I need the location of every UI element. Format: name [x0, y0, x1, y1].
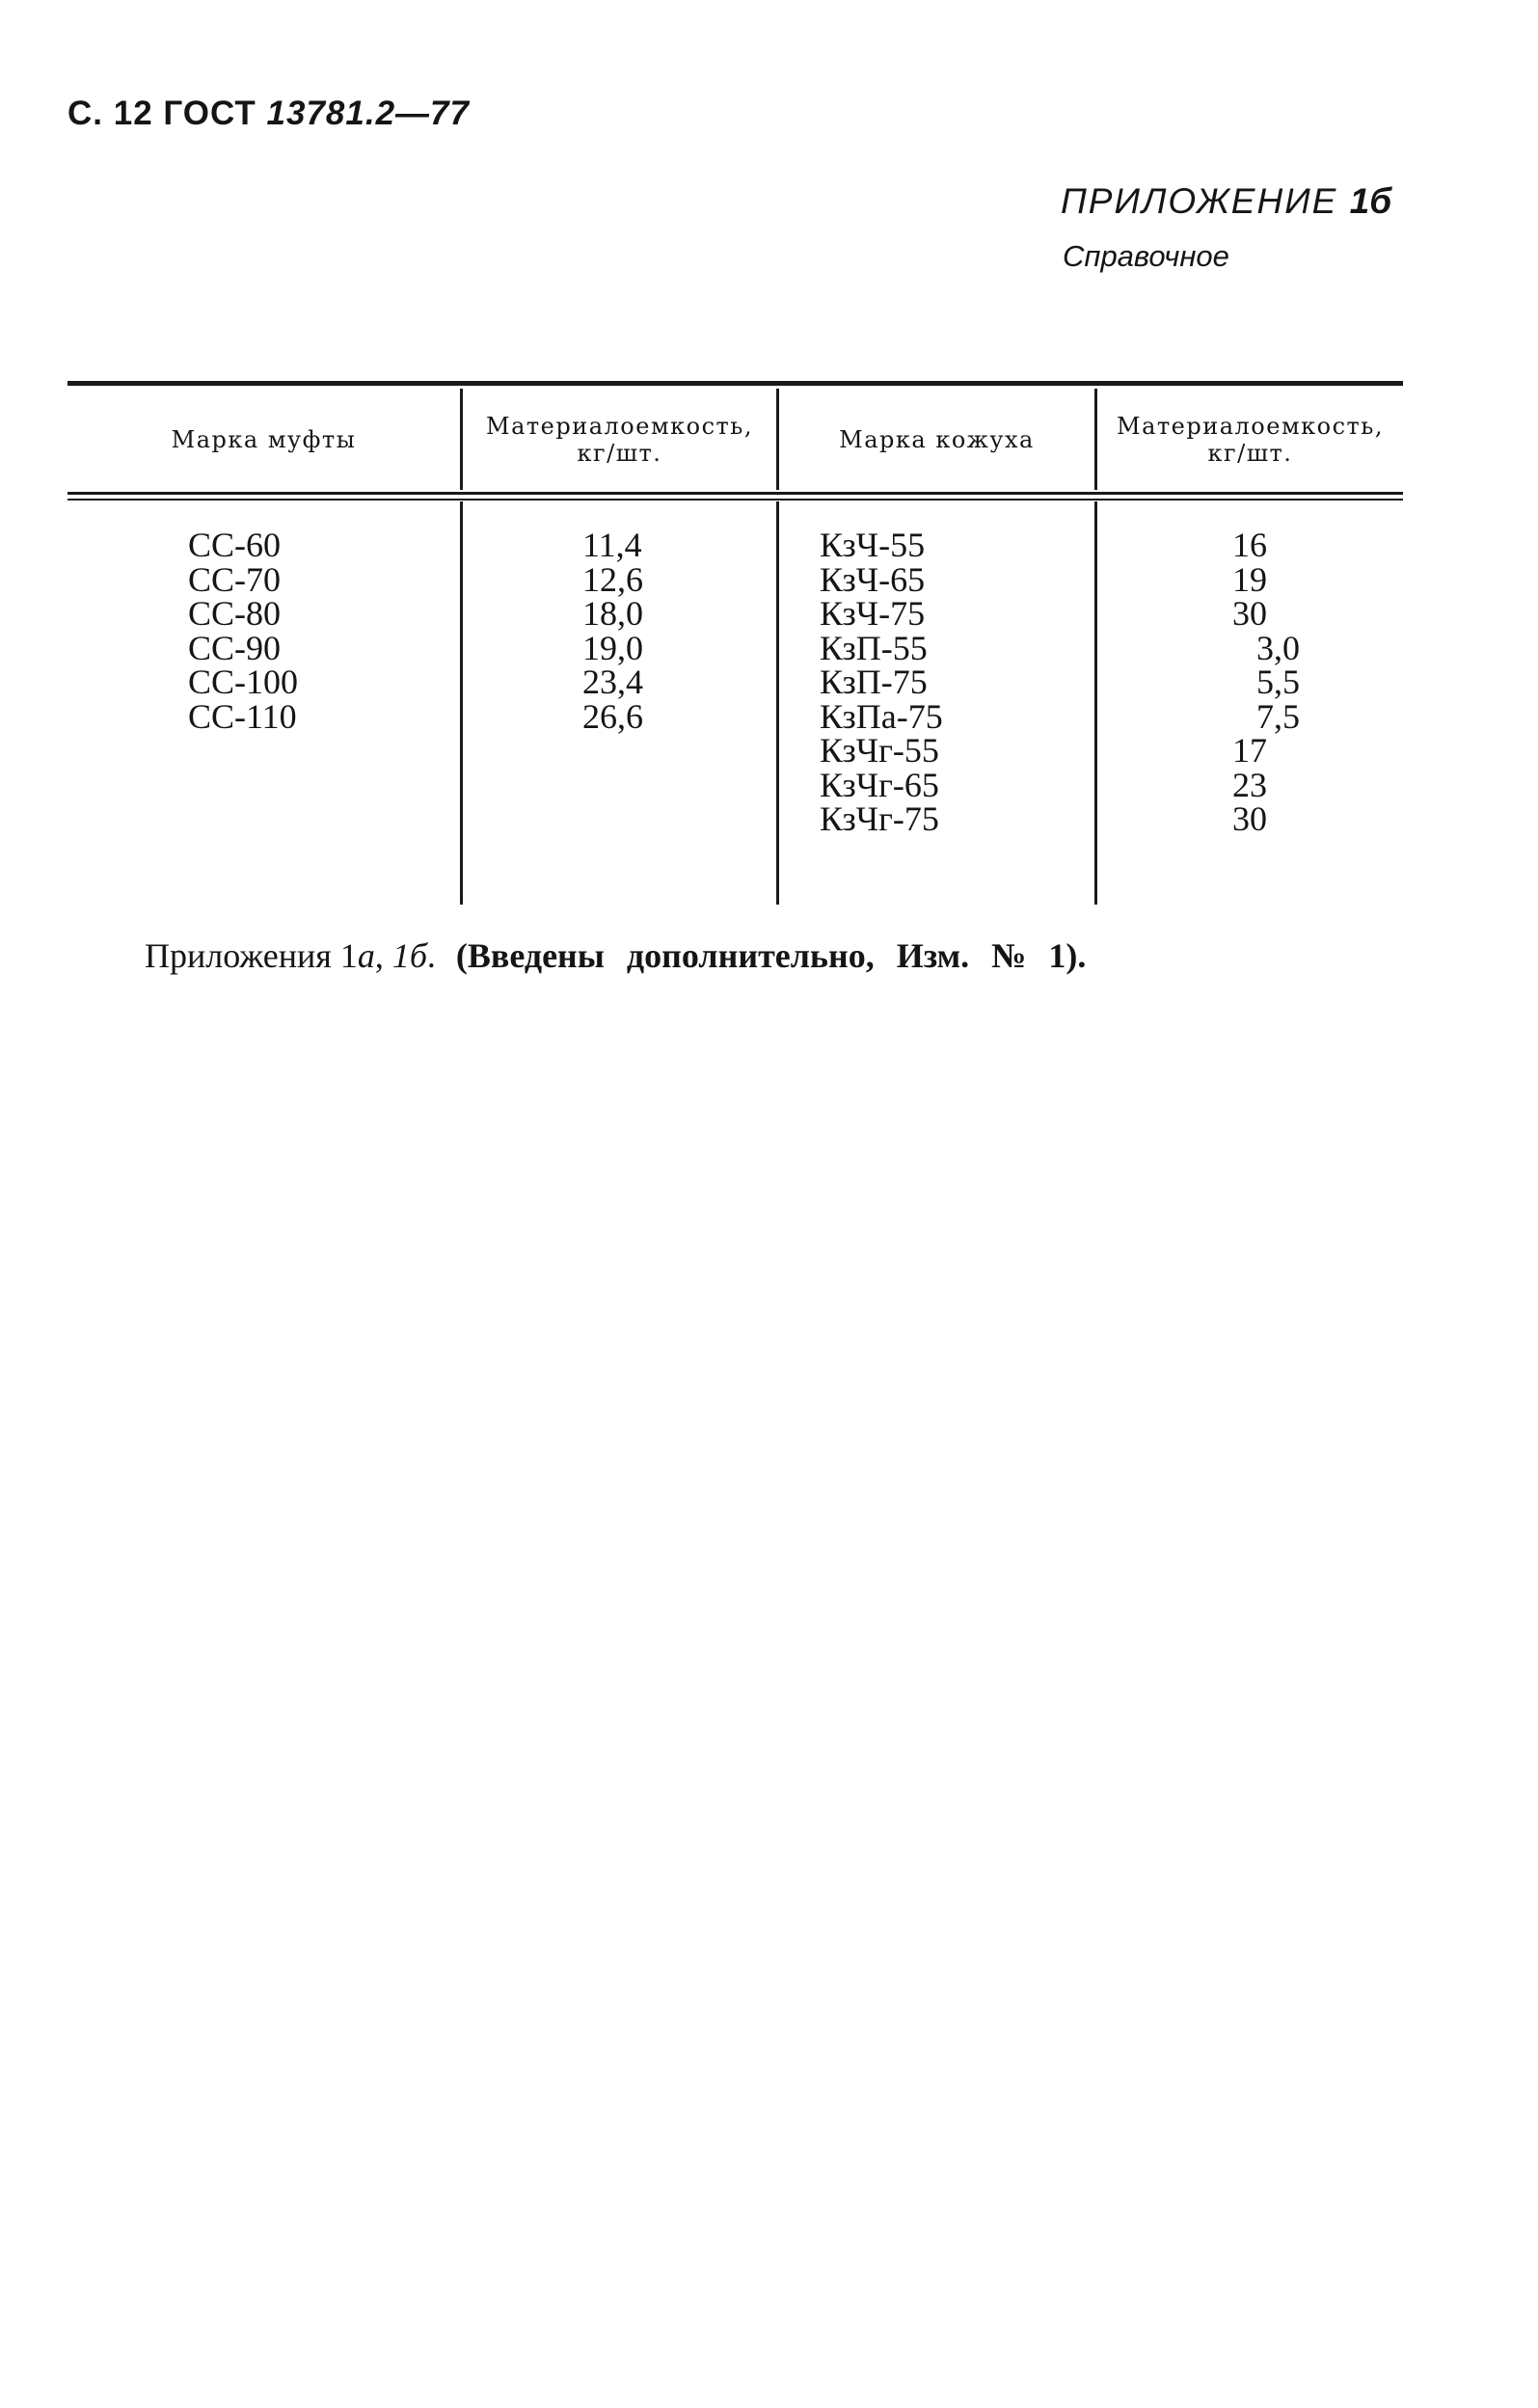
- table-cell: 17: [1232, 731, 1267, 770]
- coupling-mass-column: [582, 528, 643, 734]
- table-header-rule-second: [67, 499, 1403, 501]
- table-cell: КзП-55: [820, 628, 928, 667]
- table-header-rule: [67, 492, 1403, 495]
- column-header-coupling-mass: [463, 389, 776, 490]
- table-cell: 3,0: [1256, 628, 1300, 667]
- gost-number: 13781.2—77: [266, 95, 470, 132]
- note-lead: Приложения: [145, 936, 332, 975]
- table-cell: 26,6: [582, 696, 643, 736]
- table-cell: 23: [1232, 765, 1267, 804]
- table-cell: 18,0: [582, 594, 643, 633]
- gost-label: ГОСТ: [163, 95, 256, 132]
- table-cell: КзЧ-65: [820, 559, 926, 599]
- table-cell: СС-100: [188, 663, 299, 701]
- note-amendment: (Введены дополнительно, Изм. № 1).: [455, 936, 1087, 975]
- column-header-line: Материалоемкость,: [1117, 412, 1384, 440]
- table-cell: КзЧ-75: [820, 594, 926, 633]
- table-cell: СС-70: [188, 559, 282, 599]
- coupling-grade-column: [188, 528, 298, 734]
- table-cell: КзЧг-55: [820, 731, 939, 770]
- table-cell: КзЧ-55: [820, 526, 926, 564]
- table-cell: КзП-75: [820, 663, 928, 701]
- appendix-number: 1б: [1349, 181, 1392, 221]
- table-cell: СС-60: [188, 526, 282, 564]
- column-header-casing-grade: Марка кожуха: [839, 425, 1035, 453]
- page-header: [67, 95, 470, 133]
- appendix-title-text: ПРИЛОЖЕНИЕ: [1061, 181, 1338, 221]
- column-header-coupling-grade: Марка муфты: [171, 425, 357, 453]
- table-cell: КзПа-75: [820, 696, 943, 736]
- table-top-rule: [67, 381, 1403, 386]
- column-header-line: кг/шт.: [1207, 439, 1293, 467]
- table-cell: СС-110: [188, 696, 297, 736]
- table-cell: 12,6: [582, 559, 643, 599]
- casing-mass-column: [1232, 528, 1300, 837]
- table-cell: СС-90: [188, 628, 282, 667]
- table-cell: 30: [1232, 799, 1267, 838]
- table-divider: [1094, 501, 1097, 905]
- table-cell: КзЧг-75: [820, 799, 939, 838]
- table-cell: 19: [1232, 559, 1267, 599]
- table-cell: 19,0: [582, 628, 643, 667]
- table-cell: 30: [1232, 594, 1267, 633]
- appendix-kind: Справочное: [1063, 239, 1229, 273]
- table-cell: 16: [1232, 526, 1267, 564]
- table-cell: 7,5: [1256, 696, 1300, 736]
- casing-grade-column: [820, 528, 943, 837]
- appendix-title: [1061, 181, 1391, 222]
- column-header-line: Материалоемкость,: [486, 412, 753, 440]
- table-divider: [776, 501, 779, 905]
- column-header-line: кг/шт.: [577, 439, 662, 467]
- table-cell: СС-80: [188, 594, 282, 633]
- note-ref-b: 1б: [391, 936, 427, 975]
- table-divider: [460, 501, 463, 905]
- table-cell: КзЧг-65: [820, 765, 939, 804]
- amendment-note: Приложения 1а, 1б. (Введены дополнительно, Изм. № 1).: [145, 936, 1087, 975]
- table-cell: 11,4: [582, 526, 642, 564]
- table-cell: 5,5: [1256, 663, 1300, 701]
- table-cell: 23,4: [582, 663, 643, 701]
- column-header-casing-mass: [1097, 389, 1403, 490]
- note-ref-a: 1а,: [339, 936, 384, 975]
- page-number: С. 12: [67, 95, 153, 132]
